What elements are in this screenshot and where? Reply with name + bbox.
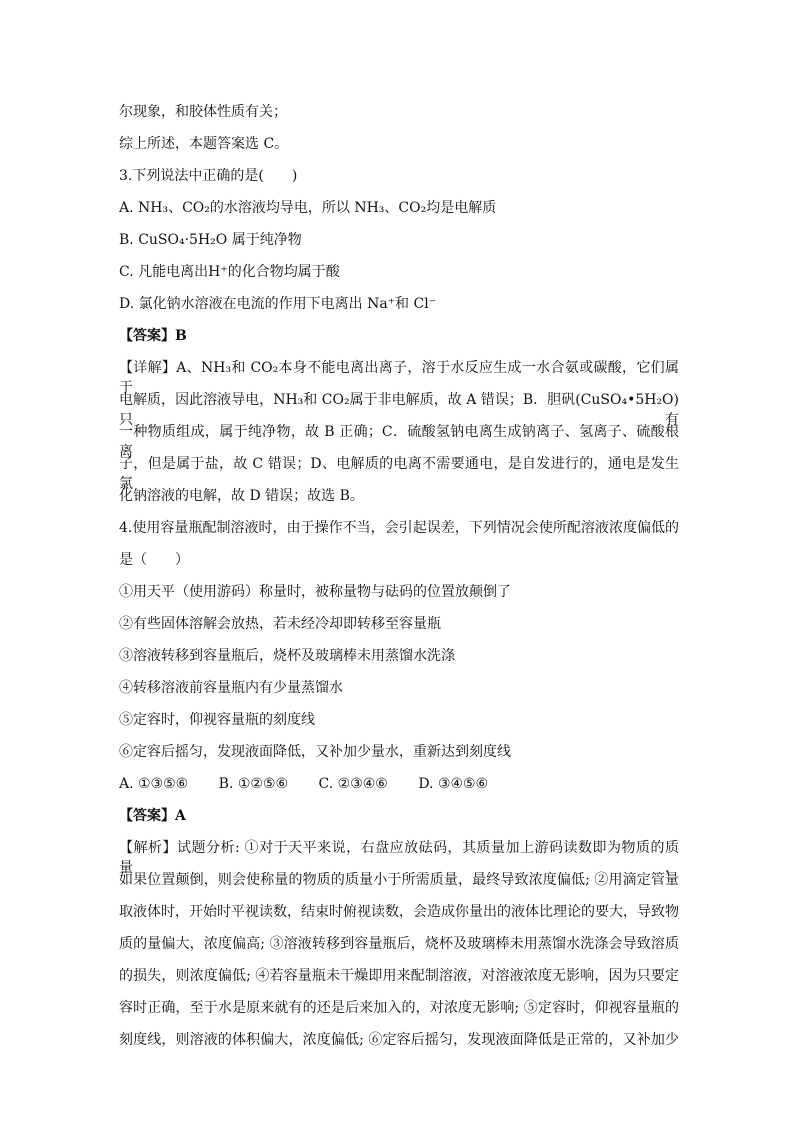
question-4-stem: 4.使用容量瓶配制溶液时，由于操作不当，会引起误差，下列情况会使所配溶液浓度偏低的 [119, 520, 679, 536]
question-4-item-6: ⑥定容后摇匀，发现液面降低，又补加少量水，重新达到刻度线 [119, 744, 511, 760]
question-4-analysis-line: 【解析】试题分析: ①对于天平来说，右盘应放砝码，其质量加上游码读数即为物质的质量， [119, 840, 679, 876]
question-4-stem-cont: 是（ ） [119, 552, 189, 568]
question-4-item-4: ④转移溶液前容量瓶内有少量蒸馏水 [119, 680, 343, 696]
question-4-option-c: C. ②③④⑥ [318, 776, 388, 792]
question-4-item-2: ②有些固体溶解会放热，若未经冷却即转移至容量瓶 [119, 616, 441, 632]
question-4-item-3: ③溶液转移到容量瓶后，烧杯及玻璃棒未用蒸馏水洗涤 [119, 648, 455, 664]
question-4-item-1: ①用天平（使用游码）称量时，被称量物与砝码的位置放颠倒了 [119, 584, 511, 600]
question-4-analysis-line: 刻度线，则溶液的体积偏大，浓度偏低; ⑥定容后摇匀，发现液面降低是正常的，又补加少 [119, 1032, 679, 1048]
question-4-answer: 【答案】A [119, 808, 186, 824]
question-4-options [119, 774, 514, 794]
question-4-analysis-line: 如果位置颠倒，则会使称量的物质的质量小于所需质量，最终导致浓度偏低; ②用滴定管量 [119, 872, 679, 888]
question-4-analysis-line: 容时正确，至于水是原来就有的还是后来加入的，对浓度无影响; ⑤定容时，仰视容量瓶的 [119, 1000, 679, 1016]
text-line: 尔现象，和胶体性质有关； [119, 104, 287, 120]
question-3-stem: 3.下列说法中正确的是( ) [119, 168, 298, 184]
question-4-item-5: ⑤定容时，仰视容量瓶的刻度线 [119, 712, 315, 728]
question-3-explanation-line: 化钠溶液的电解，故 D 错误；故选 B。 [119, 488, 364, 504]
question-4-option-b: B. ①②⑤⑥ [218, 776, 289, 792]
question-3-explanation-line: 【详解】A、NH₃和 CO₂本身不能电离出离子，溶于水反应生成一水合氨或碳酸，它们属于 [119, 360, 679, 396]
question-4-analysis-line: 取液体时，开始时平视读数，结束时俯视读数，会造成你量出的液体比理论的要大，导致物 [119, 904, 679, 920]
question-3-answer: 【答案】B [119, 328, 187, 344]
question-4-analysis-line: 的损失，则浓度偏低; ④若容量瓶未干燥即用来配制溶液，对溶液浓度无影响，因为只要定 [119, 968, 679, 984]
question-4-option-d: D. ③④⑤⑥ [418, 776, 489, 792]
question-4-analysis-line: 质的量偏大，浓度偏高; ③溶液转移到容量瓶后，烧杯及玻璃棒未用蒸馏水洗涤会导致溶质 [119, 936, 679, 952]
question-3-option-d: D. 氯化钠水溶液在电流的作用下电离出 Na⁺和 Cl⁻ [119, 296, 437, 312]
question-3-option-b: B. CuSO₄·5H₂O 属于纯净物 [119, 232, 302, 248]
text-line: 综上所述，本题答案选 C。 [119, 136, 289, 152]
question-3-option-c: C. 凡能电离出H⁺的化合物均属于酸 [119, 264, 340, 280]
question-3-explanation-line: 子，但是属于盐，故 C 错误；D、电解质的电离不需要通电，是自发进行的，通电是发生氯 [119, 456, 679, 492]
question-3-option-a: A. NH₃、CO₂的水溶液均导电，所以 NH₃、CO₂均是电解质 [119, 200, 497, 216]
question-4-option-a: A. ①③⑤⑥ [119, 776, 189, 792]
question-3-explanation-line: 一种物质组成，属于纯净物，故 B 正确；C．硫酸氢钠电离生成钠离子、氢离子、硫酸根离 [119, 424, 679, 460]
question-3-explanation-line: 电解质，因此溶液导电，NH₃和 CO₂属于非电解质，故 A 错误；B．胆矾(CuSO₄•5H₂O)只有 [119, 392, 679, 428]
